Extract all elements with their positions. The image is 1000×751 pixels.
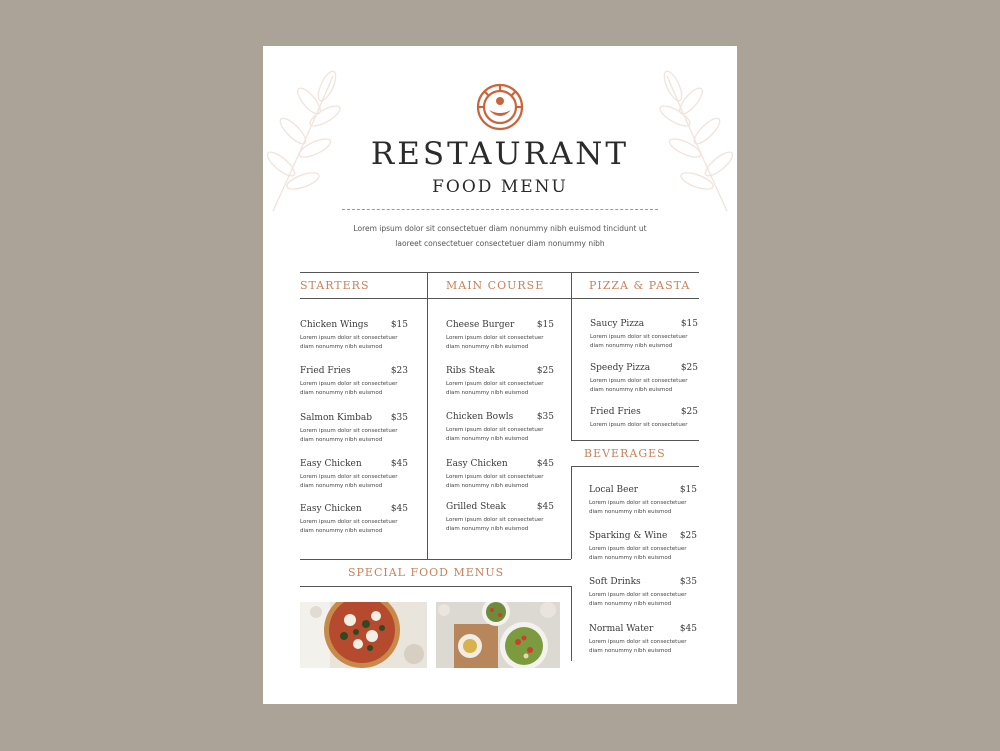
item-desc-line: Lorem ipsum dolor sit consectetuer <box>589 500 687 506</box>
item-description <box>446 516 564 534</box>
item-description <box>589 499 707 517</box>
item-description <box>446 380 564 398</box>
menu-item <box>589 484 707 517</box>
item-desc-line: Lorem ipsum dolor sit consectetuer <box>590 378 688 384</box>
menu-item <box>446 319 564 352</box>
item-price: $35 <box>390 413 408 423</box>
menu-item <box>446 458 564 491</box>
item-desc-line: diam nonummy nibh euismod <box>589 555 672 561</box>
section-title-beverages: BEVERAGES <box>584 447 666 460</box>
item-desc-line: diam nonummy nibh euismod <box>300 528 383 534</box>
item-description <box>589 638 707 656</box>
item-price: $15 <box>390 320 408 330</box>
item-description <box>590 333 708 351</box>
item-price: $35 <box>679 577 697 587</box>
column-rule <box>571 272 572 440</box>
item-description <box>300 518 418 536</box>
item-name: Chicken Wings <box>300 320 369 330</box>
item-name: Fried Fries <box>300 366 351 376</box>
item-name: Grilled Steak <box>446 502 507 512</box>
menu-item <box>300 458 418 491</box>
item-description <box>446 473 564 491</box>
item-desc-line: diam nonummy nibh euismod <box>446 436 529 442</box>
item-desc-line: Lorem ipsum dolor sit consectetuer <box>590 334 688 340</box>
section-rule <box>300 272 699 273</box>
intro-line: Lorem ipsum dolor sit consectetuer diam nonummy nibh euismod tincidunt ut <box>353 224 647 233</box>
item-desc-line: diam nonummy nibh euismod <box>590 343 673 349</box>
menu-item <box>590 406 708 430</box>
restaurant-logo-icon <box>475 82 525 132</box>
section-title-pizza-pasta: PIZZA & PASTA <box>589 279 691 292</box>
item-price: $45 <box>536 459 554 469</box>
section-rule <box>571 440 699 441</box>
item-name: Fried Fries <box>590 407 641 417</box>
item-name: Cheese Burger <box>446 320 515 330</box>
pizza-photo <box>300 602 427 668</box>
item-name: Saucy Pizza <box>590 319 645 329</box>
menu-title: RESTAURANT <box>370 136 630 172</box>
item-desc-line: Lorem ipsum dolor sit consectetuer <box>446 474 544 480</box>
item-desc-line: Lorem ipsum dolor sit consectetuer <box>300 381 398 387</box>
section-title-main-course: MAIN COURSE <box>446 279 545 292</box>
item-description <box>300 380 418 398</box>
section-title-special: SPECIAL FOOD MENUS <box>348 566 505 579</box>
item-name: Normal Water <box>589 624 654 634</box>
item-name: Easy Chicken <box>300 504 362 514</box>
item-price: $15 <box>536 320 554 330</box>
item-name: Easy Chicken <box>446 459 508 469</box>
menu-item <box>446 365 564 398</box>
item-name: Ribs Steak <box>446 366 495 376</box>
item-name: Soft Drinks <box>589 577 641 587</box>
item-desc-line: Lorem ipsum dolor sit consectetuer <box>446 335 544 341</box>
salad-photo <box>436 602 560 668</box>
item-price: $25 <box>536 366 554 376</box>
item-desc-line: Lorem ipsum dolor sit consectetuer <box>446 381 544 387</box>
section-rule <box>571 466 699 467</box>
item-desc-line: diam nonummy nibh euismod <box>446 526 529 532</box>
menu-item <box>589 576 707 609</box>
item-desc-line: Lorem ipsum dolor sit consectetuer <box>446 427 544 433</box>
item-description <box>590 377 708 395</box>
item-name: Easy Chicken <box>300 459 362 469</box>
item-description <box>300 473 418 491</box>
menu-page <box>263 46 737 704</box>
item-desc-line: Lorem ipsum dolor sit consectetuer <box>590 422 688 428</box>
menu-item <box>300 319 418 352</box>
item-desc-line: diam nonummy nibh euismod <box>446 390 529 396</box>
menu-item <box>300 365 418 398</box>
intro-text <box>303 221 697 251</box>
item-price: $25 <box>679 531 697 541</box>
item-desc-line: diam nonummy nibh euismod <box>589 601 672 607</box>
item-desc-line: diam nonummy nibh euismod <box>300 344 383 350</box>
item-name: Chicken Bowls <box>446 412 514 422</box>
intro-line: laoreet consectetuer consectetuer diam nonummy nibh <box>395 239 605 248</box>
item-description <box>300 334 418 352</box>
item-desc-line: Lorem ipsum dolor sit consectetuer <box>589 639 687 645</box>
column-rule <box>571 586 572 661</box>
item-description <box>446 334 564 352</box>
section-rule <box>300 559 571 560</box>
item-price: $45 <box>679 624 697 634</box>
item-price: $35 <box>536 412 554 422</box>
item-price: $25 <box>680 407 698 417</box>
menu-item <box>446 501 564 534</box>
menu-item <box>300 412 418 445</box>
item-desc-line: diam nonummy nibh euismod <box>300 483 383 489</box>
item-name: Speedy Pizza <box>590 363 651 373</box>
item-desc-line: diam nonummy nibh euismod <box>446 344 529 350</box>
section-rule <box>300 298 699 299</box>
section-title-starters: STARTERS <box>300 279 370 292</box>
item-desc-line: diam nonummy nibh euismod <box>300 437 383 443</box>
item-price: $25 <box>680 363 698 373</box>
item-desc-line: diam nonummy nibh euismod <box>589 648 672 654</box>
item-desc-line: diam nonummy nibh euismod <box>589 509 672 515</box>
item-name: Salmon Kimbab <box>300 413 373 423</box>
menu-item <box>590 362 708 395</box>
dashed-divider <box>342 209 658 210</box>
item-price: $45 <box>536 502 554 512</box>
item-desc-line: Lorem ipsum dolor sit consectetuer <box>300 335 398 341</box>
item-desc-line: Lorem ipsum dolor sit consectetuer <box>446 517 544 523</box>
item-desc-line: Lorem ipsum dolor sit consectetuer <box>300 428 398 434</box>
menu-item <box>446 411 564 444</box>
menu-item <box>589 530 707 563</box>
item-desc-line: Lorem ipsum dolor sit consectetuer <box>300 474 398 480</box>
item-price: $45 <box>390 504 408 514</box>
item-desc-line: Lorem ipsum dolor sit consectetuer <box>300 519 398 525</box>
item-description <box>300 427 418 445</box>
item-desc-line: Lorem ipsum dolor sit consectetuer <box>589 592 687 598</box>
menu-item <box>590 318 708 351</box>
item-description <box>589 545 707 563</box>
menu-item <box>589 623 707 656</box>
column-rule <box>571 466 572 559</box>
item-price: $15 <box>680 319 698 329</box>
item-name: Local Beer <box>589 485 639 495</box>
item-description <box>589 591 707 609</box>
section-rule <box>300 586 571 587</box>
item-name: Sparking & Wine <box>589 531 668 541</box>
item-desc-line: diam nonummy nibh euismod <box>446 483 529 489</box>
item-price: $45 <box>390 459 408 469</box>
menu-subtitle: FOOD MENU <box>432 177 568 197</box>
item-desc-line: Lorem ipsum dolor sit consectetuer <box>589 546 687 552</box>
item-price: $23 <box>390 366 408 376</box>
item-desc-line: diam nonummy nibh euismod <box>300 390 383 396</box>
menu-item <box>300 503 418 536</box>
item-desc-line: diam nonummy nibh euismod <box>590 387 673 393</box>
item-description <box>590 421 708 430</box>
column-rule <box>427 272 428 559</box>
item-description <box>446 426 564 444</box>
item-price: $15 <box>679 485 697 495</box>
